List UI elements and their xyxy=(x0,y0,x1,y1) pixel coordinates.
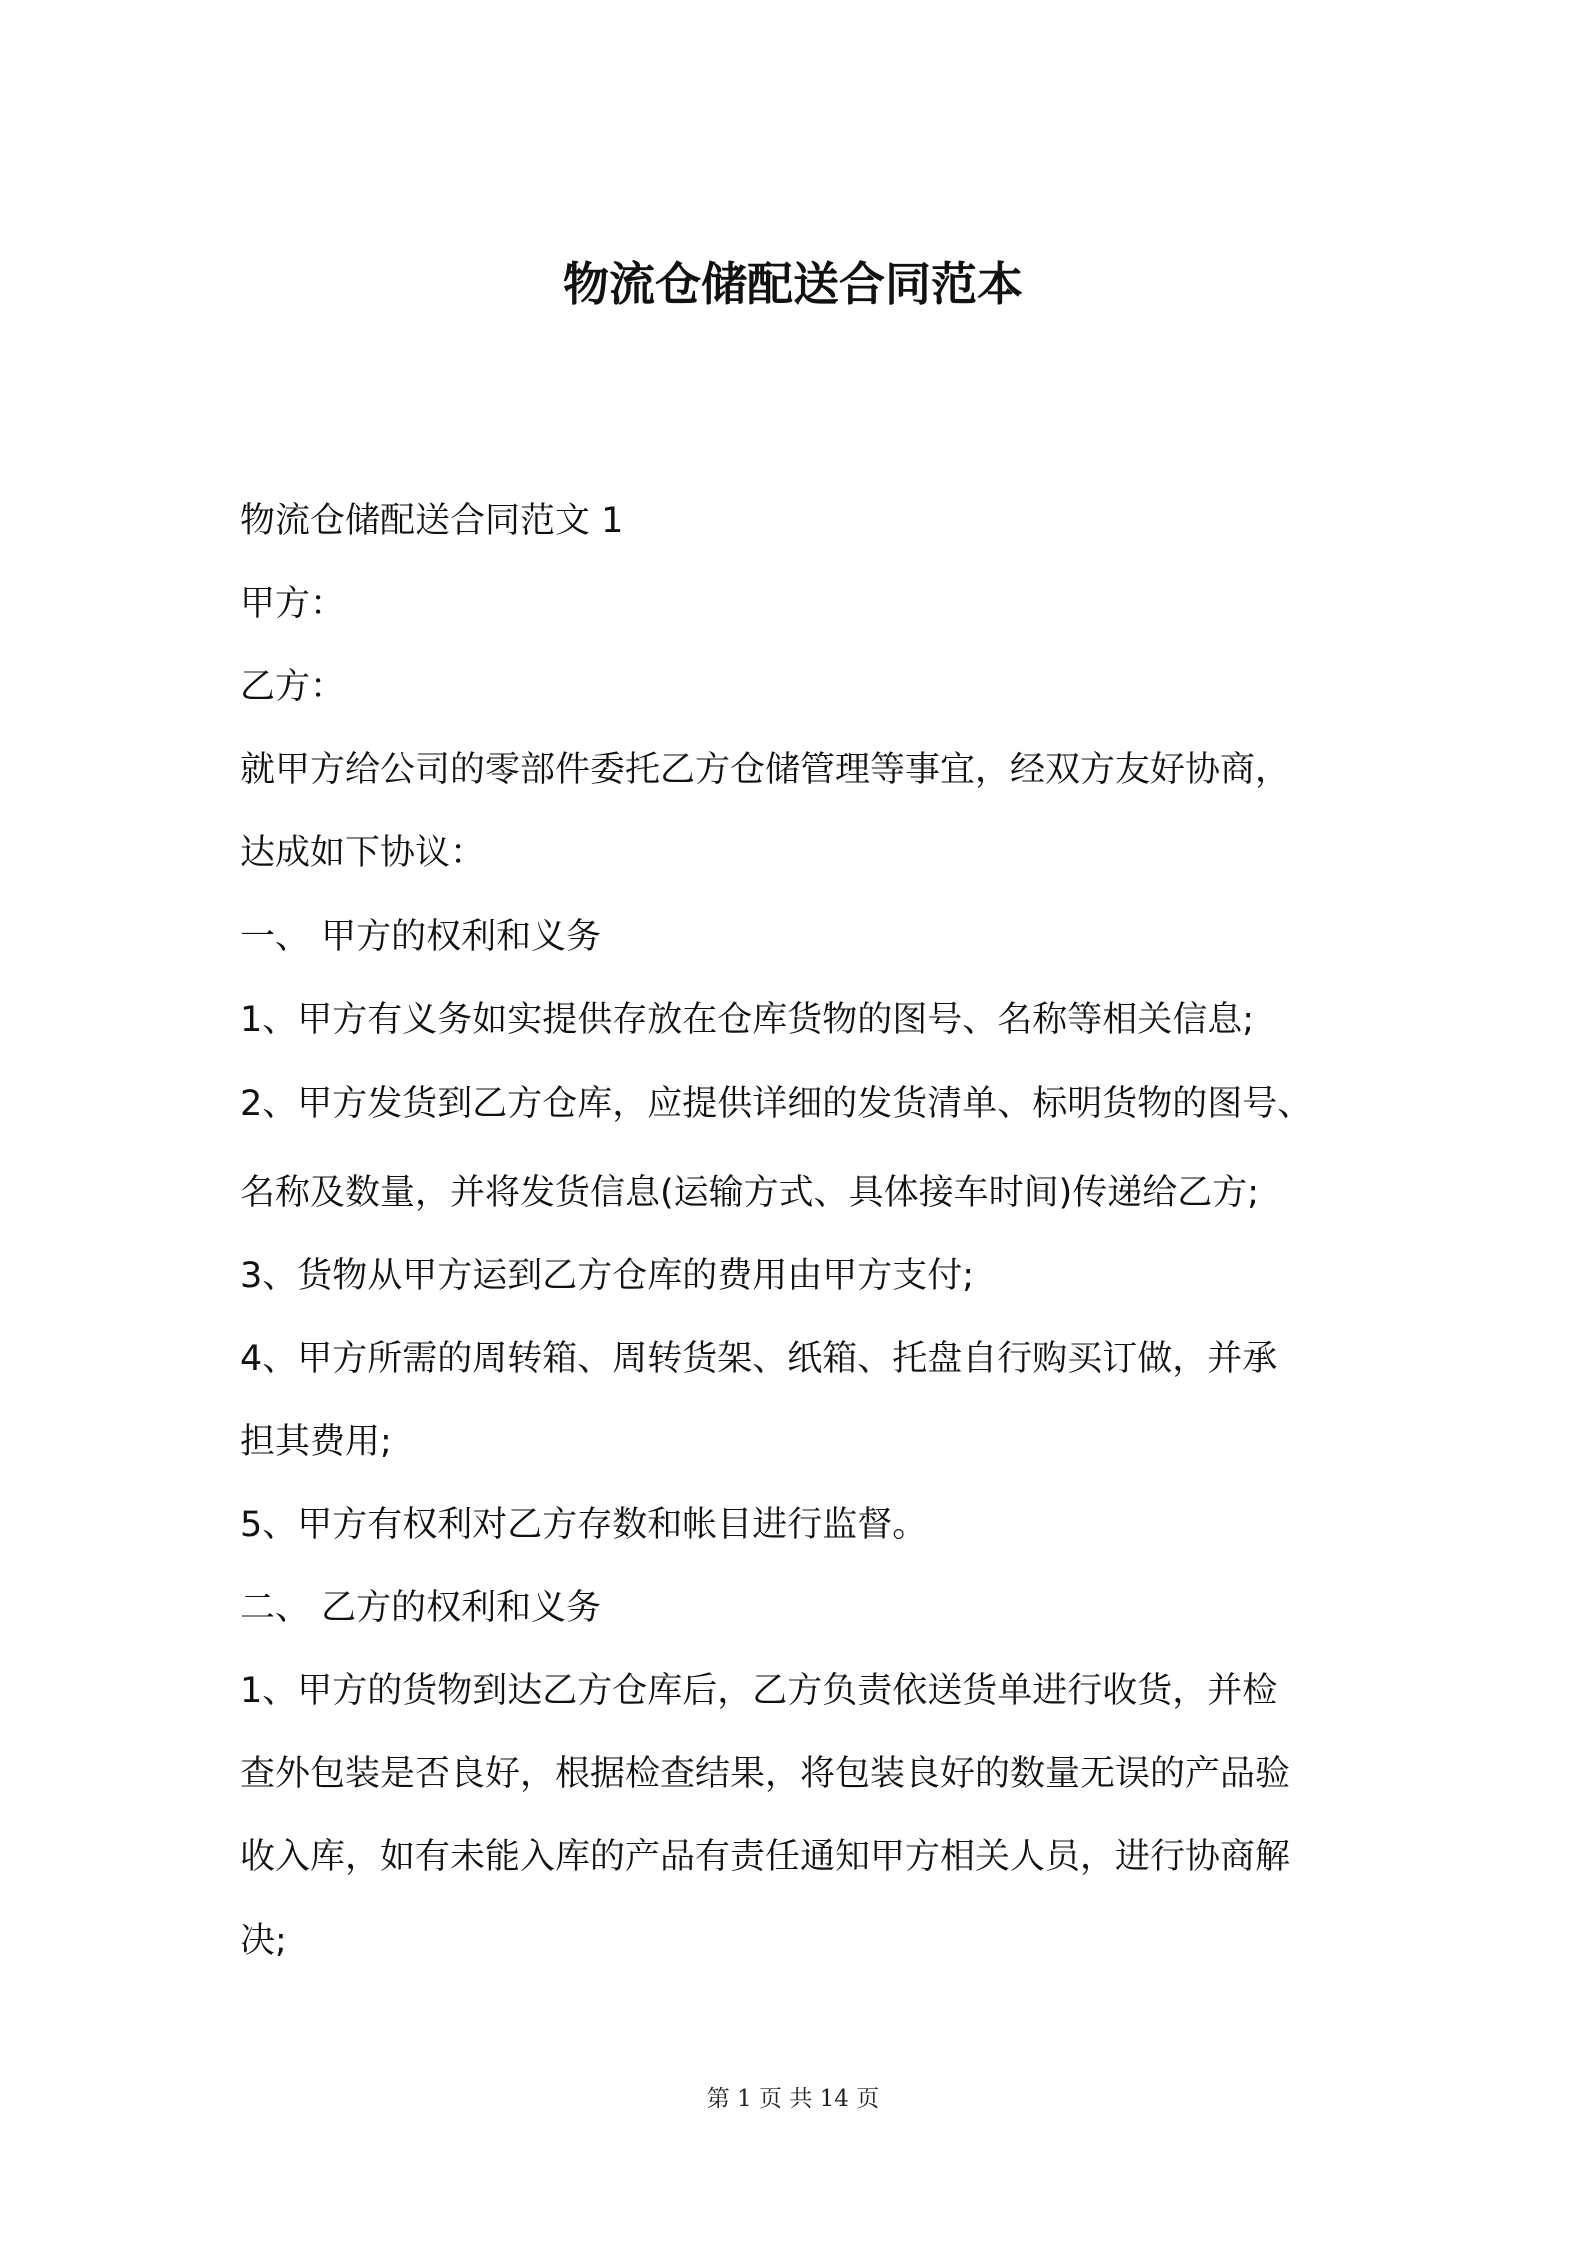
article-heading: 二、 乙方的权利和义务 xyxy=(240,1588,602,1628)
document-title: 物流仓储配送合同范本 xyxy=(563,257,1023,311)
article-heading: 一、 甲方的权利和义务 xyxy=(240,917,602,957)
clause-line: 1、甲方的货物到达乙方仓库后，乙方负责依送货单进行收货，并检 xyxy=(240,1671,1278,1711)
clause-line: 1、甲方有义务如实提供存放在仓库货物的图号、名称等相关信息; xyxy=(240,1000,1255,1040)
clause-line: 4、甲方所需的周转箱、周转货架、纸箱、托盘自行购买订做，并承 xyxy=(240,1339,1278,1379)
section-heading: 物流仓储配送合同范文 1 xyxy=(240,501,624,541)
party-a-line: 甲方： xyxy=(240,584,346,624)
clause-line: 决; xyxy=(240,1921,287,1961)
clause-line: 3、货物从甲方运到乙方仓库的费用由甲方支付; xyxy=(240,1256,975,1296)
party-b-line: 乙方： xyxy=(240,667,346,707)
clause-line: 收入库，如有未能入库的产品有责任通知甲方相关人员，进行协商解 xyxy=(240,1837,1291,1877)
preamble-line: 就甲方给公司的零部件委托乙方仓储管理等事宜，经双方友好协商， xyxy=(240,750,1291,790)
clause-line: 名称及数量，并将发货信息(运输方式、具体接车时间)传递给乙方; xyxy=(240,1173,1260,1213)
clause-line: 5、甲方有权利对乙方存数和帐目进行监督。 xyxy=(240,1505,928,1545)
clause-line: 查外包装是否良好，根据检查结果，将包装良好的数量无误的产品验 xyxy=(240,1754,1291,1794)
clause-line: 担其费用; xyxy=(240,1422,392,1462)
clause-line: 2、甲方发货到乙方仓库，应提供详细的发货清单、标明货物的图号、 xyxy=(240,1084,1313,1124)
page-indicator: 第 1 页 共 14 页 xyxy=(706,2086,880,2112)
preamble-line: 达成如下协议： xyxy=(240,833,486,873)
